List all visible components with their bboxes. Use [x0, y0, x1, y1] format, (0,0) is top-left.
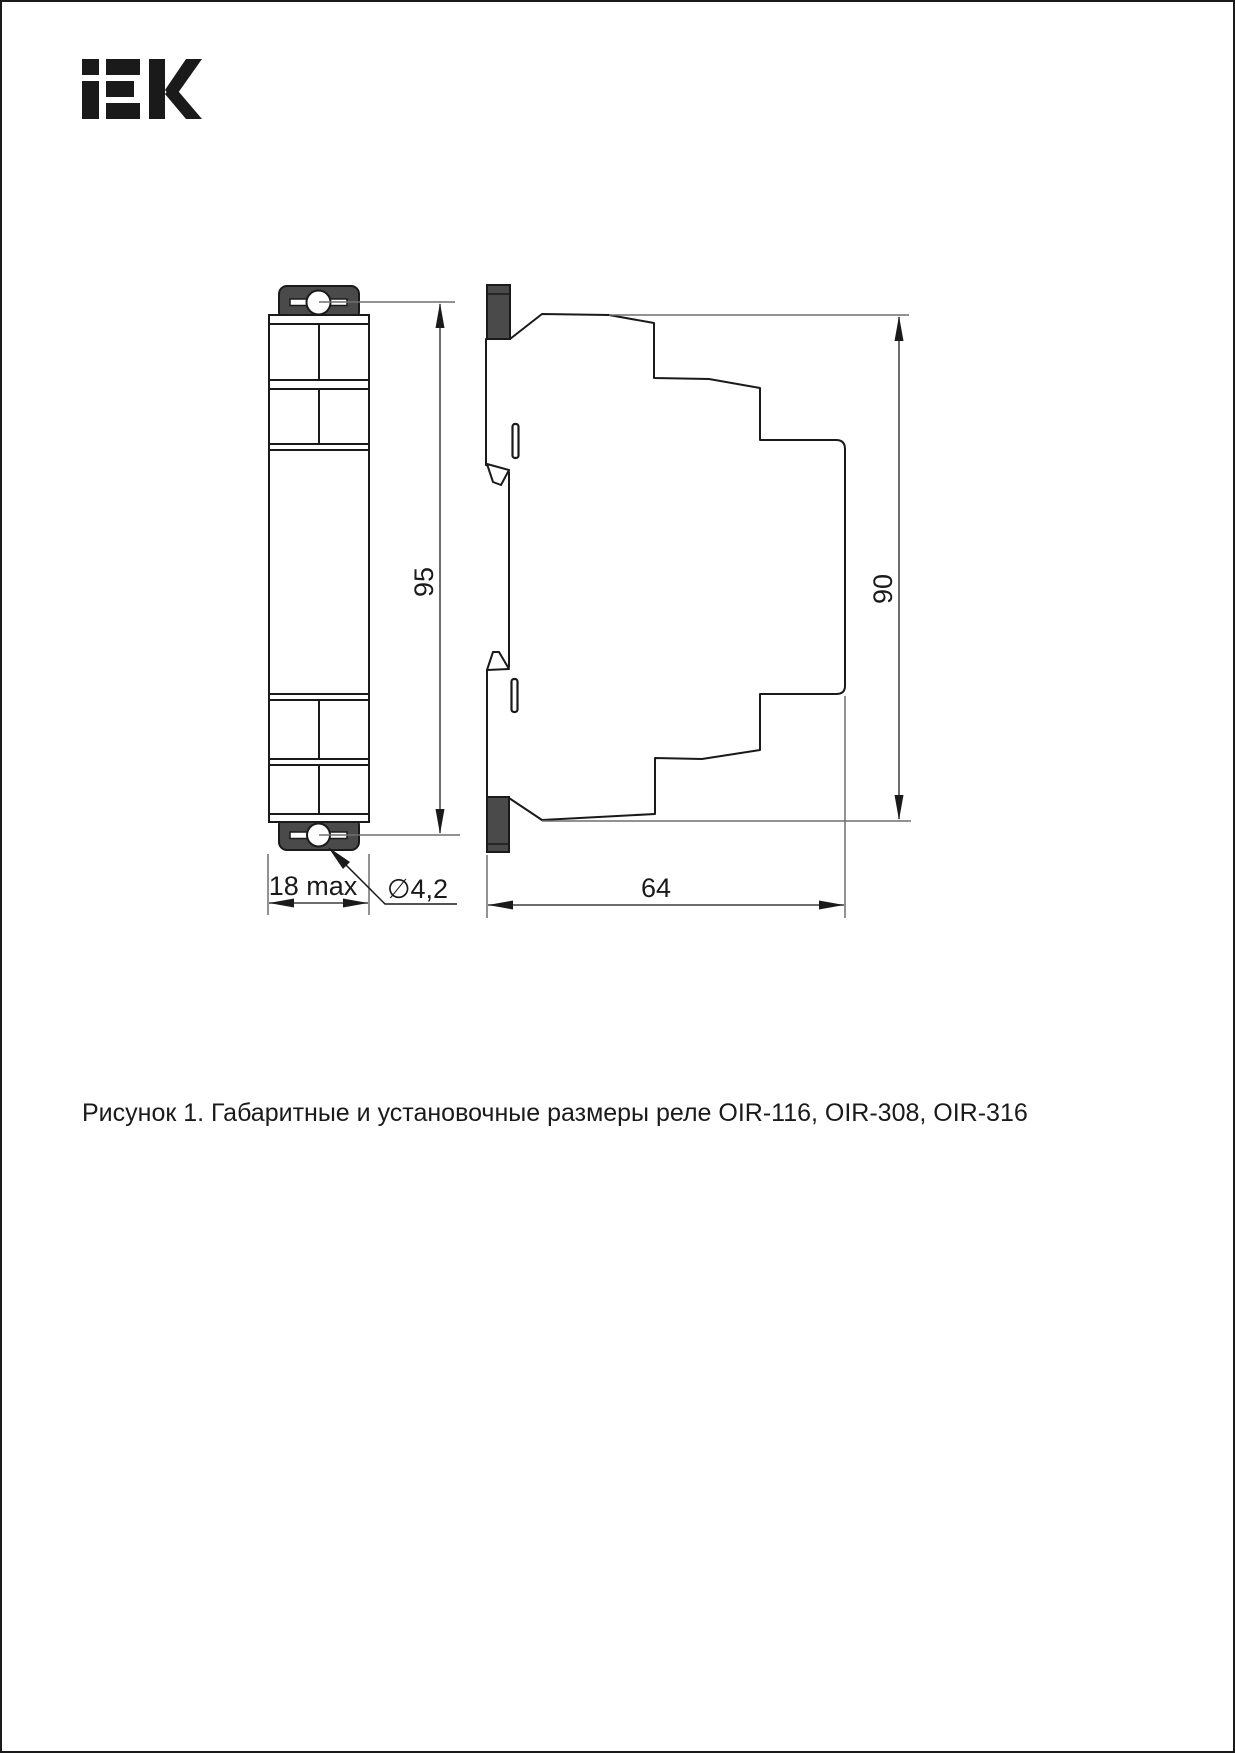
dim-hole-diameter-label: ∅4,2 [387, 874, 449, 904]
dim-18max-label: 18 max [268, 871, 358, 901]
dim-90-label: 90 [868, 573, 898, 605]
dim-side-height [868, 316, 904, 820]
dimension-drawing [2, 2, 1235, 1753]
side-top-clip [487, 285, 510, 339]
logo-e-mid-bar [106, 81, 134, 97]
logo-e-top-bar [106, 59, 140, 75]
dim-side-depth [488, 873, 844, 910]
iek-logo-icon [82, 59, 202, 119]
side-view [486, 285, 845, 852]
logo-e-bottom-bar [106, 103, 140, 119]
arrow-right-icon [819, 901, 844, 910]
side-housing-profile [486, 314, 845, 820]
arrow-up-icon [436, 303, 445, 328]
logo-k-spine [149, 59, 165, 119]
side-upper-slot [513, 424, 519, 458]
side-lower-slot [512, 679, 518, 712]
dim-64-label: 64 [640, 873, 672, 903]
arrow-down-icon [895, 795, 904, 820]
logo-i-stem [82, 81, 99, 119]
dim-front-height [409, 303, 445, 834]
dim-95-label: 95 [409, 566, 439, 598]
arrow-down-icon [436, 809, 445, 834]
logo-k-lower-arm [165, 85, 202, 119]
arrow-up-icon [895, 316, 904, 341]
arrow-left-icon [488, 901, 513, 910]
din-rail-lower-claw [487, 652, 509, 670]
logo-i-dot [82, 59, 99, 75]
figure-caption: Рисунок 1. Габаритные и установочные размеры реле OIR-116, OIR-308, OIR-316 [82, 1099, 1028, 1127]
front-view [269, 286, 369, 850]
dim-front-width [269, 871, 368, 908]
